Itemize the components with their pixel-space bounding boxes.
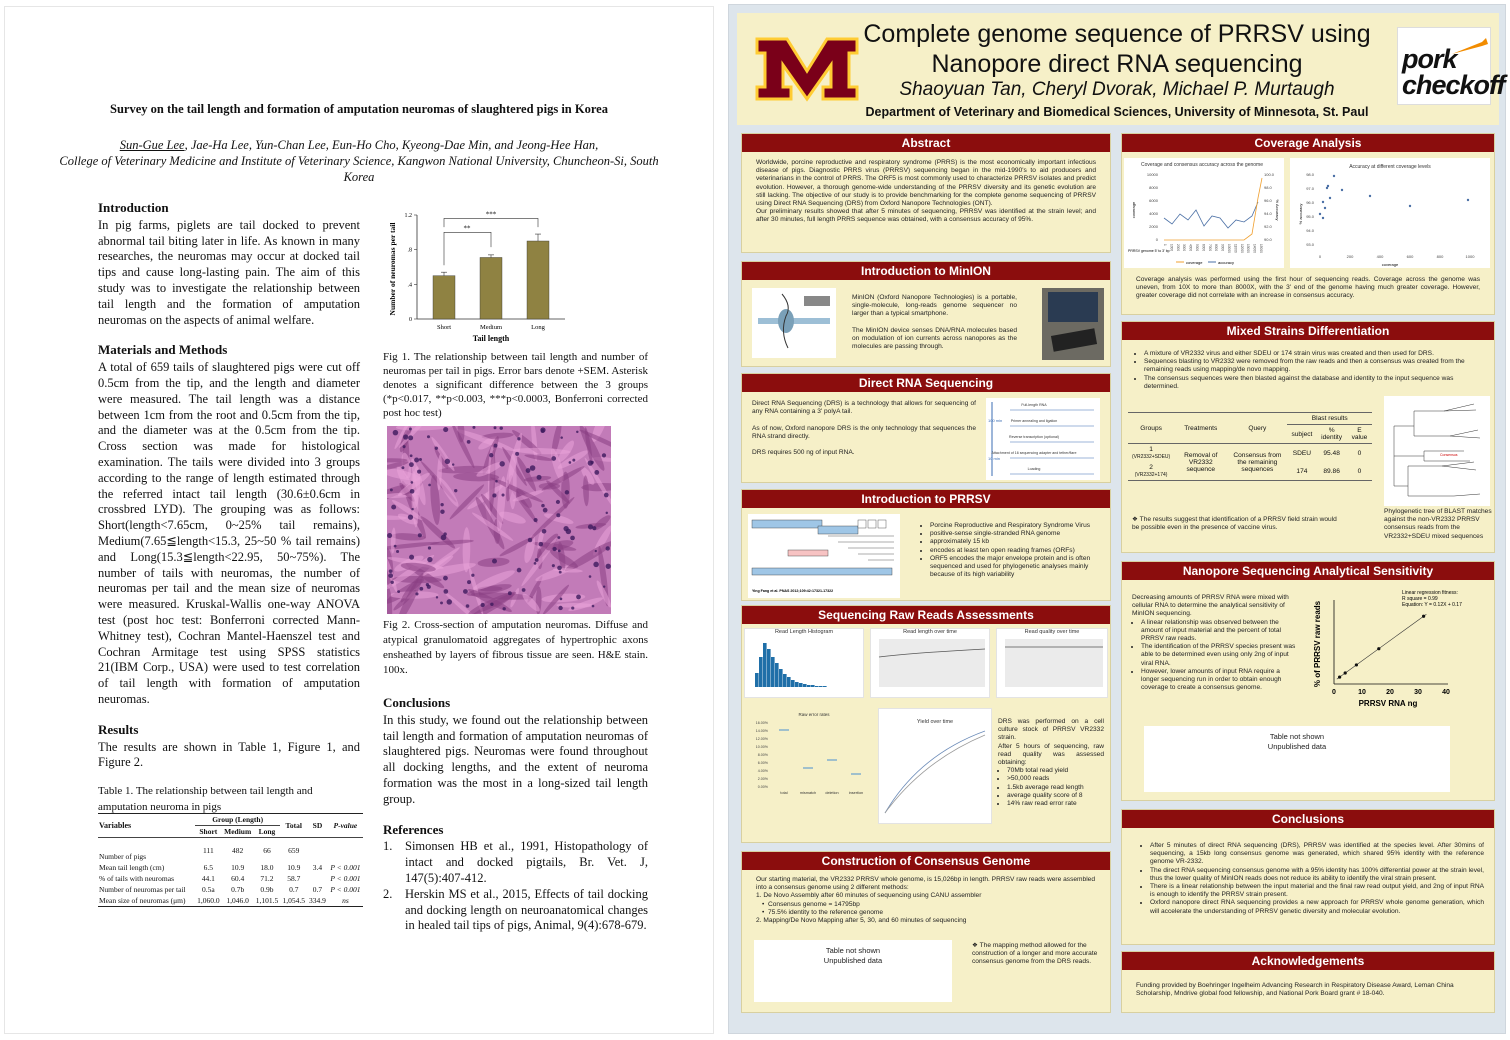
table-cell: 10.9 [231, 863, 245, 872]
consensus-heading: Construction of Consensus Genome [742, 852, 1110, 870]
table-cell: P < 0.001 [330, 863, 361, 872]
svg-text:1000: 1000 [1169, 244, 1174, 252]
acknowledgements-section [1121, 951, 1495, 1013]
table-cell: 0.7 [312, 885, 323, 894]
poster-conclusions-section [1121, 809, 1495, 945]
table-cell: 0.7 [289, 885, 299, 894]
fig1-bar-chart [385, 207, 615, 347]
table-row [98, 884, 363, 895]
sig-label: ** [463, 224, 471, 233]
svg-text:2000: 2000 [1175, 244, 1180, 252]
svg-text:10000: 10000 [1227, 244, 1231, 253]
sig-bracket [444, 218, 538, 227]
table-cell: 1,054.5 [282, 896, 305, 905]
svg-text:coverage: coverage [1186, 260, 1203, 265]
abstract-text-2: Our preliminary results showed that after 5 minutes of sequencing, PRRSV was identified at the strain level; and after 30 minutes, full length PRRS sequence was obtained, with a consensus accuracy of 95%. [756, 208, 1096, 224]
svg-text:Consensus: Consensus [1440, 453, 1458, 457]
conclusions-heading: Conclusions [383, 695, 451, 710]
table-row [98, 873, 363, 884]
svg-text:98.0: 98.0 [1264, 185, 1272, 190]
col-medium: Medium [224, 827, 252, 836]
consensus-table-placeholder: Table not shown Unpublished data [754, 940, 952, 1002]
minion-heading: Introduction to MinION [742, 262, 1110, 280]
svg-text:5000: 5000 [1195, 244, 1199, 252]
svg-text:Reverse transcription (optiona: Reverse transcription (optional) [1009, 435, 1059, 439]
table1 [98, 813, 363, 907]
table-cell: 659 [288, 845, 300, 855]
drs-text-1: Direct RNA Sequencing (DRS) is a technology that allows for sequencing of any RNA containing a 3' polyA tail. [752, 400, 976, 416]
right-column [383, 695, 648, 934]
references-heading: References [383, 821, 444, 837]
svg-text:8000: 8000 [1214, 244, 1219, 252]
raw-reads-bullet: • 14% raw read error rate [1007, 800, 1104, 808]
y-tick-label: 1.2 [404, 213, 412, 219]
references-list [383, 839, 648, 934]
fig1-xlabel: Tail length [472, 334, 510, 343]
svg-text:accuracy: accuracy [1218, 260, 1235, 265]
svg-text:97.0: 97.0 [1306, 186, 1314, 191]
fig2-caption: Fig 2. Cross-section of amputation neuromas. Diffuse and atypical granulomatoid aggregates of hypertrophic axons ensheathed by layers of fibrous tissue are seen. H&E stain. 100x. [383, 619, 648, 676]
abstract-text: Worldwide, porcine reproductive and respiratory syndrome (PRRS) is the most economically important infectious disease of pigs. Diagnostic PRRS virus (PRRSV) sequencing began in the mid-1990's to aid producers and veterinarians in the control of PRRS. The ORF5 is most commonly used to characterize PRRSV isolates and predict evolution. However, a thorough genome-wide understanding of the PRRSV diversity and its genetic evolution are still lacking. The objective of our study is to provide benchmarking for the complete genome sequencing of PRRSV using Direct RNA Sequencing (DRS) from Oxford Nanopore Technologies (ONT). [756, 159, 1096, 208]
svg-text:coverage: coverage [1131, 201, 1136, 219]
minion-device-photo [1042, 288, 1104, 360]
read-quality-over-time: Read quality over time [996, 628, 1108, 698]
coverage-accuracy-chart [1124, 158, 1284, 268]
x-tick-label: Long [531, 324, 545, 331]
intro-text: In pig farms, piglets are tail docked to prevent abnormal tail biting later in life. As known in many researches, the neuromas may occur at docked tail tips and cause long-lasting pain. The aim of this study was to investigate the relationship between tail length and the formation of amputation neuromas on the aspects of animal welfare. [98, 217, 360, 327]
sensitivity-bullet: • However, lower amounts of input RNA require a longer sequencing run in order to obtain enough coverage to create a consensus genome. [1141, 668, 1296, 693]
results-heading: Results [98, 721, 139, 737]
read-length-over-time: Read length over time [870, 628, 990, 698]
consensus-section [741, 851, 1111, 1013]
table-row [98, 862, 363, 873]
svg-text:R square = 0.99: R square = 0.99 [1402, 596, 1438, 602]
data-point [1355, 663, 1358, 666]
paper-authors [45, 137, 673, 185]
svg-text:90.0: 90.0 [1264, 237, 1272, 242]
raw-reads-intro: DRS was performed on a cell culture stock of PRRSV VR2332 strain. [998, 718, 1104, 742]
prrsv-heading: Introduction to PRRSV [742, 490, 1110, 508]
raw-error-rates-chart [744, 708, 872, 800]
x-tick-label: Medium [479, 324, 503, 331]
svg-text:96.0: 96.0 [1264, 198, 1272, 203]
affiliation: College of Veterinary Medicine and Institute of Veterinary Science, Kangwon National University, Chuncheon-Si, South Korea [59, 154, 659, 184]
blast-results-table: Groups Treatments Query Blast results subject % identity E value 1 (VR2332+SDEU) Removal of VR2332 sequence Consensus from the remaining sequences SDEU 95.48 0 2 (VR2332+174) 174 89.86 0 [1128, 412, 1372, 481]
university-m-logo [753, 33, 861, 103]
table-cell: Number of pigs [99, 852, 147, 861]
table-cell: 0.9b [260, 885, 274, 894]
sig-label: *** [485, 210, 497, 219]
read-length-histogram: Read Length Histogram [744, 628, 864, 698]
minion-text: MinION (Oxford Nanopore Technologies) is a portable, single-molecule, long-reads genome sequencer no larger than a typical smartphone. [852, 294, 1017, 318]
col-short: Short [199, 827, 218, 836]
fig1-caption: Fig 1. The relationship between tail length and number of neuromas per tail in pigs. Error bars denote +SEM. Asterisk denotes a significant difference between the 3 groups (*p<0.017, **p<0.003, ***p<0.0003, Bonferroni corrected post hoc test) [383, 351, 648, 419]
col-group: Group (Length) [195, 814, 280, 826]
mixed-bullet: • The consensus sequences were then blasted against the database and identity to the input sequence was determined. [1144, 375, 1486, 391]
svg-text:13000: 13000 [1246, 244, 1251, 253]
mixed-note: ❖ The results suggest that identification of a PRRSV field strain would be possible even in the presence of vaccine virus. [1132, 516, 1337, 532]
conclusion-bullet: • The direct RNA sequencing consensus genome with a 95% identity has 100% differential power at the strain level, thus the lower quality of MinION reads does not reduce its ability to identify the viral strain present. [1150, 867, 1484, 883]
prrsv-bullet: • Porcine Reproductive and Respiratory Syndrome Virus [930, 522, 1103, 530]
poster [728, 4, 1506, 1034]
svg-text:total: total [780, 791, 788, 795]
table-cell: 18.0 [260, 863, 274, 872]
svg-text:7000: 7000 [1207, 244, 1212, 252]
svg-text:3000: 3000 [1182, 244, 1187, 252]
svg-text:20: 20 [1386, 689, 1394, 696]
drs-text-3: DRS requires 500 ng of input RNA. [752, 449, 855, 457]
table-cell: 0.7b [231, 885, 245, 894]
svg-text:40: 40 [1442, 689, 1450, 696]
table-cell [307, 838, 328, 863]
table-cell [307, 873, 328, 884]
svg-text:12.00%: 12.00% [755, 737, 768, 741]
acknowledgements-heading: Acknowledgements [1122, 952, 1494, 970]
svg-text:15000: 15000 [1259, 244, 1263, 253]
raw-reads-bullet: • 70Mb total read yield [1007, 767, 1104, 775]
svg-text:% accuracy: % accuracy [1298, 203, 1303, 225]
poster-conclusions-heading: Conclusions [1122, 810, 1494, 828]
mixed-bullet: • A mixture of VR2332 virus and either SDEU or 174 strain virus was created and then used for DRS. [1144, 350, 1486, 358]
drs-section [741, 373, 1111, 483]
bar [433, 276, 455, 319]
consensus-line: • Consensus genome = 14795bp [762, 900, 860, 908]
table-cell: ns [342, 896, 349, 905]
mixed-strains-section [1121, 321, 1495, 553]
prrsv-section [741, 489, 1111, 601]
raw-reads-bullet: • average quality score of 8 [1007, 792, 1104, 800]
svg-text:6.00%: 6.00% [757, 761, 768, 765]
svg-text:% Accuracy: % Accuracy [1275, 199, 1280, 221]
data-point [1422, 615, 1425, 618]
svg-text:coverage: coverage [1381, 262, 1399, 267]
svg-text:0: 0 [1318, 254, 1322, 259]
svg-text:10 min: 10 min [988, 456, 1001, 461]
poster-department: Department of Veterinary and Biomedical Sciences, University of Minnesota, St. Paul [865, 105, 1369, 119]
data-point [1377, 647, 1380, 650]
svg-text:PRRSV RNA ng: PRRSV RNA ng [1358, 699, 1418, 708]
table-cell: 0.5a [201, 885, 215, 894]
svg-text:4.00%: 4.00% [757, 769, 768, 773]
svg-text:Full-length RNA: Full-length RNA [1021, 403, 1047, 407]
prrsv-bullet: • positive-sense single-stranded RNA genome [930, 530, 1103, 538]
drs-workflow-diagram [986, 398, 1100, 480]
svg-text:% of PRRSV raw reads: % of PRRSV raw reads [1313, 600, 1322, 688]
svg-text:10: 10 [1358, 689, 1366, 696]
svg-text:6000: 6000 [1149, 198, 1158, 203]
y-tick-label: 0 [409, 317, 412, 323]
table-cell: 1,060.0 [197, 896, 220, 905]
svg-text:93.0: 93.0 [1306, 242, 1314, 247]
table-cell: 111 [203, 845, 214, 855]
svg-text:insertion: insertion [848, 791, 864, 795]
svg-text:deletion: deletion [825, 791, 839, 795]
svg-text:92.0: 92.0 [1264, 224, 1272, 229]
results-text: The results are shown in Table 1, Figure 1, and Figure 2. [98, 739, 360, 770]
table1-caption: Table 1. The relationship between tail length and amputation neuroma in pigs [98, 785, 313, 813]
table-cell: 1,101.5 [255, 896, 279, 905]
svg-text:800: 800 [1436, 254, 1444, 259]
regression-line [1337, 614, 1427, 679]
bar [527, 241, 549, 319]
table-cell: 66 [263, 845, 271, 855]
table-cell: 334.9 [309, 896, 326, 905]
sensitivity-bullet: • The identification of the PRRSV species present was able to be determined even using only 2ng of input viral RNA. [1141, 643, 1296, 668]
raw-reads-section [741, 605, 1111, 843]
svg-text:4000: 4000 [1188, 244, 1193, 252]
svg-text:10.00%: 10.00% [755, 745, 768, 749]
svg-text:mismatch: mismatch [799, 791, 817, 795]
table-cell: 44.1 [201, 874, 215, 883]
drs-heading: Direct RNA Sequencing [742, 374, 1110, 392]
nanopore-illustration [752, 288, 836, 358]
table-cell: Mean size of neuromas (μm) [99, 896, 186, 905]
y-tick-label: .8 [407, 247, 412, 254]
raw-reads-intro-2: After 5 hours of sequencing, raw read quality was assessed obtaining: [998, 742, 1104, 767]
sensitivity-table-placeholder: Table not shown Unpublished data [1144, 726, 1450, 792]
x-tick-label: Short [436, 324, 452, 331]
table-cell: 58.7 [287, 874, 301, 883]
prrsv-bullet: • encodes at least ten open reading frames (ORFs) [930, 547, 1103, 555]
svg-text:100.0: 100.0 [1264, 172, 1275, 177]
table-cell: 60.4 [231, 874, 245, 883]
svg-text:400: 400 [1376, 254, 1384, 259]
col-total: Total [280, 814, 307, 838]
svg-text:8000: 8000 [1149, 185, 1158, 190]
svg-text:200: 200 [1346, 254, 1354, 259]
svg-text:8.00%: 8.00% [757, 753, 768, 757]
first-author: Sun-Gue Lee [119, 138, 185, 152]
svg-text:Coverage and consensus accurac: Coverage and consensus accuracy across the genome [1140, 162, 1264, 168]
abstract-section [741, 133, 1111, 253]
svg-text:10000: 10000 [1146, 172, 1158, 177]
methods-heading: Materials and Methods [98, 342, 228, 358]
intro-heading: Introduction [98, 200, 169, 215]
coverage-section [1121, 133, 1495, 315]
reference-item: 1. Simonsen HB et al., 1991, Histopathology of intact and docked pigtails, Br. Vet. J, 147(5):407-412. [383, 839, 648, 885]
data-point [1338, 675, 1341, 678]
accuracy-coverage-scatter [1290, 158, 1490, 268]
svg-text:6000: 6000 [1201, 244, 1206, 252]
col-sd: SD [307, 814, 328, 838]
svg-text:PRRSV genome 5' to 3' bp: PRRSV genome 5' to 3' bp [1128, 249, 1170, 253]
table-cell: 482 [232, 845, 244, 855]
fig1-ylabel: Number of neuromas per tail [388, 222, 397, 316]
prrsv-bullet: • ORF5 encodes the major envelope protein and is often sequenced and used for phylogenetic analyses mainly because of its high variability [930, 555, 1103, 580]
sensitivity-intro: Decreasing amounts of PRRSV RNA were mixed with cellular RNA to determine the analytical sensitivity of MinION sequencing. [1132, 594, 1289, 618]
sensitivity-bullet: • A linear relationship was observed between the amount of input material and the percent of total PRRSV raw reads. [1141, 619, 1296, 644]
col-pvalue: P-value [328, 814, 363, 838]
conclusion-bullet: • There is a linear relationship between the input material and the final raw read output yield, and 2ng of input RNA is enough to identify the PRRSV strain present. [1150, 883, 1484, 899]
prrsv-citation: Ying Fang et al. PNAS 2012;109:42:17321-17322 [752, 589, 834, 593]
svg-text:16.00%: 16.00% [755, 721, 768, 725]
svg-text:94.0: 94.0 [1306, 228, 1314, 233]
consensus-line: 2. Mapping/De Novo Mapping after 5, 30, and 60 minutes of sequencing [756, 917, 967, 925]
table-cell: % of tails with neuromas [99, 874, 174, 883]
yield-over-time-chart: Yield over time [878, 708, 992, 824]
prrsv-genome-diagram [748, 514, 900, 598]
drs-text-2: As of now, Oxford nanopore DRS is the only technology that sequences the RNA strand directly. [752, 424, 976, 440]
svg-text:Linear regression fitness:: Linear regression fitness: [1402, 590, 1458, 596]
other-authors: , Jae-Ha Lee, Yun-Chan Lee, Eun-Ho Cho, Kyeong-Dae Min, and Jeong-Hee Han, [184, 138, 599, 152]
table-row [98, 838, 363, 863]
svg-text:0: 0 [1332, 689, 1336, 696]
minion-section [741, 261, 1111, 367]
table-cell: P < 0.001 [330, 885, 361, 894]
methods-text: A total of 659 tails of slaughtered pigs were cut off 0.5cm from the tip, and the length and diameter were measured. The tail length was a distance between 1cm from the root and 0.5cm from the tip, and the diameter was at the 0.5cm from the tip. Cross section was made for histological examination. The tails were divided into 3 groups according to the range of length estimated through the referred intact tail length (30.6±0.6cm in crossbred LYD). The grouping was as follows: Short(length<7.65cm, 0~25% tail remains), Medium(7.65≦length<15.3, 25~50 % tail remains) and Long(15.3≦length<22.95, 50~75%). The number of tails with neuromas, the number of neuromas per tail and the mean size of neuromas were measured. Kruskal-Wallis one-way ANOVA test (post hoc test: Bonferroni corrected Mann-Whitney test), Cochran Mantel-Haenszel test and Cochran Armitage test using SPSS statistics 21(IBM Corp., USA) were used to test correlation of tail length with formation of amputation neuromas. [98, 360, 360, 706]
consensus-line: 1. De Novo Assembly after 60 minutes of sequencing using CANU assembler [756, 892, 982, 900]
svg-text:1: 1 [1163, 244, 1167, 246]
svg-text:100 min: 100 min [988, 418, 1003, 423]
table-cell: P < 0.001 [330, 874, 361, 883]
paper-title: Survey on the tail length and formation of amputation neuromas of slaughtered pigs in Korea [110, 102, 608, 116]
consensus-line: • 75.5% identity to the reference genome [762, 908, 884, 916]
svg-text:98.0: 98.0 [1306, 172, 1314, 177]
coverage-heading: Coverage Analysis [1122, 134, 1494, 152]
svg-text:1000: 1000 [1465, 254, 1475, 259]
svg-text:14000: 14000 [1252, 244, 1257, 253]
bar [480, 257, 502, 319]
svg-text:0.00%: 0.00% [757, 785, 768, 789]
pork-checkoff-logo: pork checkoff [1397, 27, 1491, 105]
svg-text:Attachment of 16 sequencing ad: Attachment of 16 sequencing adapter and tether/flare [991, 451, 1077, 455]
data-point [1344, 671, 1347, 674]
raw-reads-bullet: • 1.5kb average read length [1007, 784, 1104, 792]
table-cell: Number of neuromas per tail [99, 885, 186, 894]
prrsv-bullet: • approximately 15 kb [930, 538, 1103, 546]
svg-text:Primer annealing and ligation: Primer annealing and ligation [1010, 419, 1058, 423]
svg-text:2000: 2000 [1149, 224, 1158, 229]
svg-text:96.0: 96.0 [1306, 200, 1314, 205]
sensitivity-regression-chart [1308, 586, 1492, 710]
table-cell: 6.5 [203, 863, 214, 872]
sensitivity-section [1121, 561, 1495, 801]
poster-title: Complete genome sequence of PRRSV using Nanopore direct RNA sequencing [863, 20, 1371, 78]
table-cell: 10.9 [287, 863, 301, 872]
svg-text:12000: 12000 [1239, 244, 1244, 253]
table-row [98, 895, 363, 906]
reference-item: 2. Herskin MS et al., 2015, Effects of tail docking and docking length on neuroanatomical changes in healed tail tips of pigs, Animal, 9(4):678-679. [383, 886, 648, 933]
svg-text:94.0: 94.0 [1264, 211, 1272, 216]
poster-header [737, 13, 1505, 125]
table-cell: 3.4 [312, 863, 323, 872]
svg-text:Loading: Loading [1027, 467, 1041, 471]
acknowledgements-text: Funding provided by Boehringer Ingelheim Advancing Research in Respiratory Disease Award, Leman China Scholarship, Mndrive global food fellowship, and National Pork Board grant # 18-040. [1136, 982, 1454, 998]
table-cell [328, 838, 363, 863]
col-long: Long [258, 827, 276, 836]
raw-reads-heading: Sequencing Raw Reads Assessments [742, 606, 1110, 624]
tree-caption: Phylogenetic tree of BLAST matches against the non-VR2332 PRRSV consensus reads from the VR2332+SDEU mixed sequences [1384, 508, 1492, 540]
col-variables: Variables [98, 814, 195, 838]
y-tick-label: .4 [407, 282, 412, 289]
consensus-intro: Our starting material, the VR2332 PRRSV whole genome, is 15,026bp in length. PRRSV raw reads were assembled into a consensus genome using 2 different methods: [756, 876, 1096, 892]
svg-text:Equation: Y = 0.12X + 0.17: Equation: Y = 0.12X + 0.17 [1402, 602, 1462, 608]
svg-text:11000: 11000 [1233, 244, 1238, 253]
mixed-bullet: • Sequences blasting to VR2332 were removed from the raw reads and then a consensus was created from the remaining reads using mapping/de novo mapping. [1144, 358, 1486, 374]
conclusion-bullet: • Oxford nanopore direct RNA sequencing provides a new approach for PRRSV whole genome generation, which will accelerate the understanding of PRRSV genetic diversity and molecular evolution. [1150, 899, 1484, 915]
table-cell: Mean tail length (cm) [99, 863, 165, 872]
conclusions-text: In this study, we found out the relationship between tail length and formation of amputation neuromas of slaughtered pigs. Neuromas were found throughout all docking lengths, and the extent of neuroma formation was the most in a long-sized tail length group. [383, 712, 648, 806]
fig2-histology-image [387, 426, 611, 614]
raw-reads-bullet: • >50,000 reads [1007, 775, 1104, 783]
paper-page [4, 6, 714, 1034]
left-column [98, 200, 360, 771]
svg-text:600: 600 [1406, 254, 1414, 259]
table-cell: 1,046.0 [226, 896, 249, 905]
mixed-strains-heading: Mixed Strains Differentiation [1122, 322, 1494, 340]
coverage-text: Coverage analysis was performed using the first hour of sequencing reads. Coverage across the genome was uneven, from 10X to more than 8000X, with the 3' end of the genome having much greater coverage. However, greater coverage did not correlate with an increase in consensus accuracy. [1136, 276, 1480, 300]
svg-text:2.00%: 2.00% [757, 777, 768, 781]
svg-text:30: 30 [1414, 689, 1422, 696]
sensitivity-heading: Nanopore Sequencing Analytical Sensitivity [1122, 562, 1494, 580]
svg-text:Accuracy at different coverage: Accuracy at different coverage levels [1349, 164, 1431, 170]
svg-text:9000: 9000 [1220, 244, 1225, 252]
table-cell: 71.2 [260, 874, 274, 883]
conclusion-bullet: • After 5 minutes of direct RNA sequencing (DRS), PRRSV was identified at the species level. After 30mins of sequencing, a 15kb long consensus genome was generated, which shared 95% identity with the reference genome VR-2332. [1150, 842, 1484, 867]
svg-text:95.0: 95.0 [1306, 214, 1314, 219]
phylogenetic-tree [1384, 396, 1490, 506]
svg-text:0: 0 [1155, 237, 1158, 242]
minion-text-2: The MinION device senses DNA/RNA molecules based on modulation of ion currents across nanopores as the molecules are passing through. [852, 326, 1017, 351]
consensus-note: ❖ The mapping method allowed for the construction of a longer and more accurate consensus genome from the DRS reads. [972, 942, 1098, 966]
svg-text:14.00%: 14.00% [755, 729, 768, 733]
svg-text:Raw error rates: Raw error rates [798, 712, 830, 717]
poster-authors: Shaoyuan Tan, Cheryl Dvorak, Michael P. Murtaugh [899, 79, 1335, 100]
svg-text:4000: 4000 [1149, 211, 1158, 216]
abstract-heading: Abstract [742, 134, 1110, 152]
